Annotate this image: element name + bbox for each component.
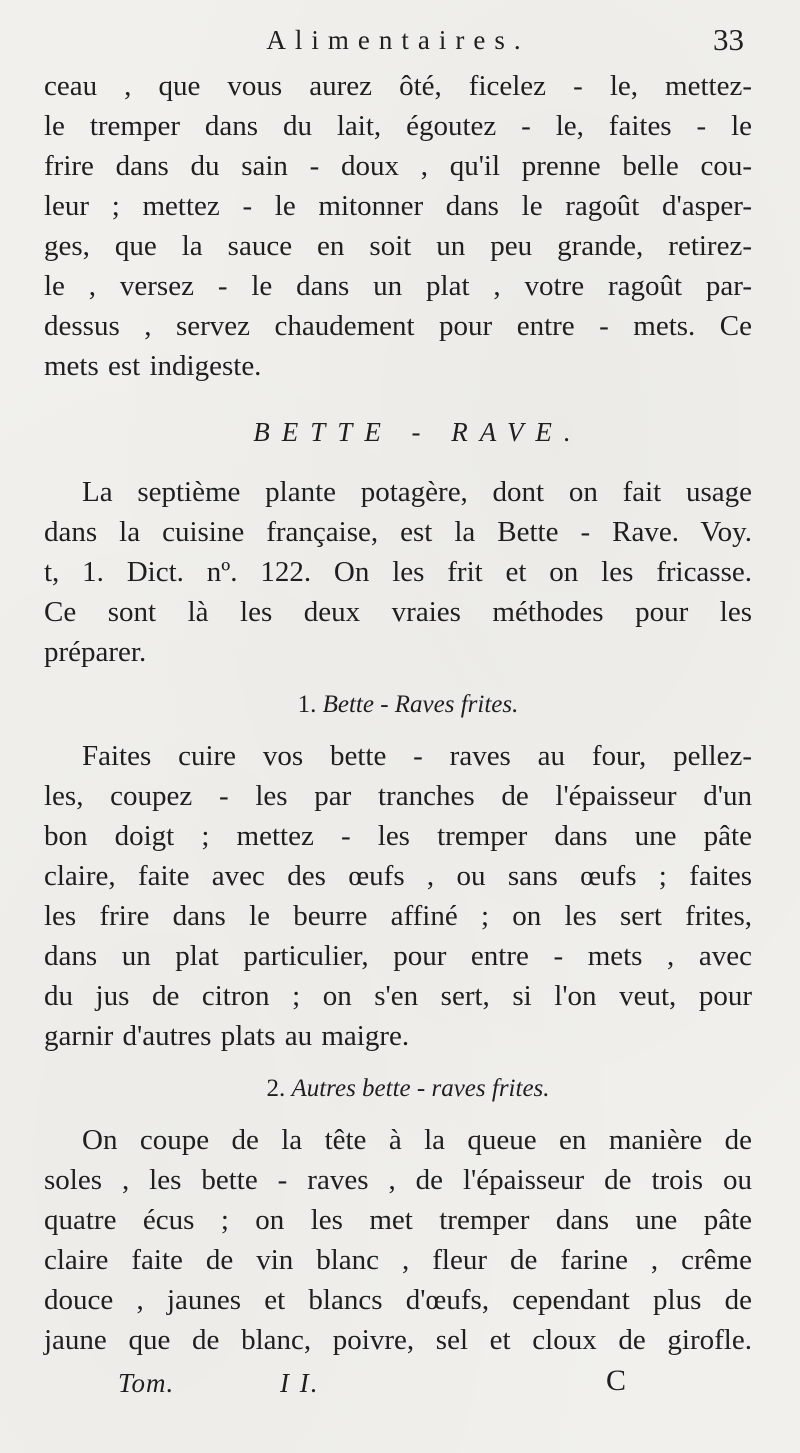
text-line: ceau , que vous aurez ôté, ficelez - le, mettez- [44,70,752,102]
subheading-title: Autres bette - raves frites. [291,1075,550,1102]
subheading-1 [44,672,752,736]
subheading-number: 1. [297,691,317,718]
footer-volume-number: I I. [280,1368,320,1398]
paragraph-intro [44,472,752,672]
text-line: frire dans du sain - doux , qu'il prenne belle cou- [44,150,752,182]
text-line: bon doigt ; mettez - les tremper dans une pâte [44,820,752,852]
running-head [44,14,752,66]
text-line: préparer. [44,636,147,668]
text-line: dans un plat particulier, pour entre - mets , avec [44,940,752,972]
text-line: La septième plante potagère, dont on fait usage [82,476,752,508]
running-title: Alimentaires. [266,25,530,55]
page-footer [44,1362,752,1412]
text-line: mets est indigeste. [44,350,262,382]
text-line: Ce sont là les deux vraies méthodes pour les [44,596,752,628]
text-line: soles , les bette - raves , de l'épaisseur de trois ou [44,1164,752,1196]
paragraph-recipe-2 [44,1120,752,1360]
text-line: garnir d'autres plats au maigre. [44,1020,410,1052]
text-line: les frire dans le beurre affiné ; on les sert frites, [44,900,752,932]
text-line: ges, que la sauce en soit un peu grande, retirez- [44,230,752,262]
text-line: jaune que de blanc, poivre, sel et cloux de girofle. [44,1324,752,1356]
text-line: claire, faite avec des œufs , ou sans œufs ; faites [44,860,752,892]
subheading-title: Bette - Raves frites. [322,691,519,718]
text-line: quatre écus ; on les met tremper dans une pâte [44,1204,752,1236]
section-title: BETTE - RAVE. [253,417,583,447]
text-line: On coupe de la tête à la queue en manière de [82,1124,752,1156]
text-line: dans la cuisine française, est la Bette - Rave. Voy. [44,516,752,548]
text-line: dessus , servez chaudement pour entre - mets. Ce [44,310,752,342]
text-line: du jus de citron ; on s'en sert, si l'on veut, pour [44,980,752,1012]
paragraph-recipe-1 [44,736,752,1056]
text-line: t, 1. Dict. nº. 122. On les frit et on les fricasse. [44,556,752,588]
text-line: les, coupez - les par tranches de l'épaisseur d'un [44,780,752,812]
text-line: Faites cuire vos bette - raves au four, pellez- [82,740,752,772]
footer-signature-mark: C [606,1364,627,1397]
text-line: le tremper dans du lait, égoutez - le, faites - le [44,110,752,142]
text-line: leur ; mettez - le mitonner dans le ragoût d'asper- [44,190,752,222]
subheading-2 [44,1056,752,1120]
paragraph-asperges-continuation [44,66,752,386]
subheading-number: 2. [266,1075,286,1102]
footer-tome-label: Tom. [118,1368,175,1398]
text-line: le , versez - le dans un plat , votre ragoût par- [44,270,752,302]
page-number: 33 [713,22,744,57]
text-line: claire faite de vin blanc , fleur de farine , crême [44,1244,752,1276]
text-line: douce , jaunes et blancs d'œufs, cependant plus de [44,1284,752,1316]
